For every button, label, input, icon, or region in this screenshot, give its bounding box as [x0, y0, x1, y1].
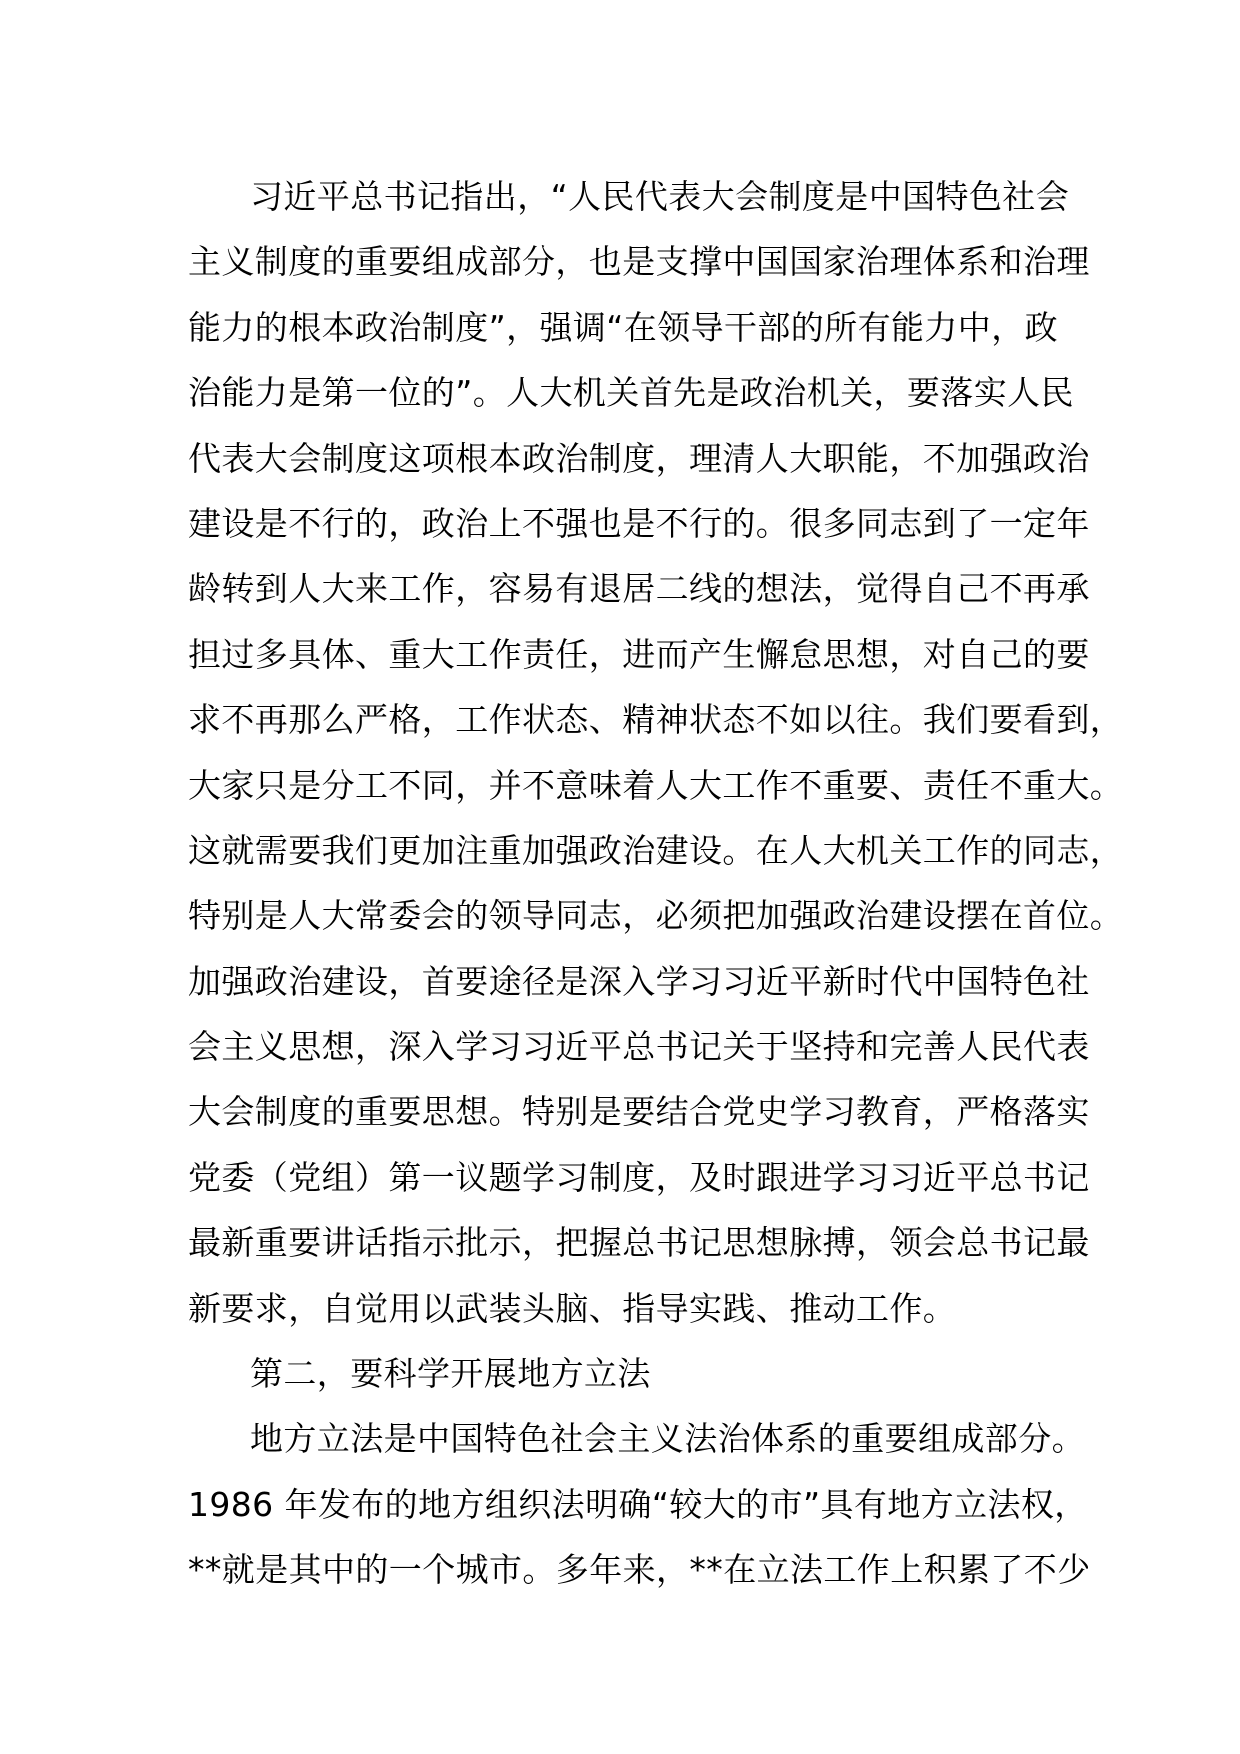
text-line: 会主义思想，深入学习习近平总书记关于坚持和完善人民代表: [188, 1027, 1090, 1067]
text-line: 大会制度的重要思想。特别是要结合党史学习教育，严格落实: [188, 1092, 1090, 1132]
text-line: 习近平总书记指出，“人民代表大会制度是中国特色社会: [250, 177, 1070, 216]
text-line: 新要求，自觉用以武装头脑、指导实践、推动工作。: [188, 1288, 957, 1328]
text-line: 建设是不行的，政治上不强也是不行的。很多同志到了一定年: [188, 503, 1090, 543]
text-line: 特别是人大常委会的领导同志，必须把加强政治建设摆在首位。: [188, 896, 1124, 936]
text-line: 求不再那么严格，工作状态、精神状态不如以往。我们要看到，: [188, 700, 1124, 740]
text-line: 治能力是第一位的”。人大机关首先是政治机关，要落实人民: [188, 373, 1074, 413]
document-body: [188, 164, 1124, 1603]
text-line: 这就需要我们更加注重加强政治建设。在人大机关工作的同志，: [188, 830, 1124, 870]
text-line: 能力的根本政治制度”，强调“在领导干部的所有能力中，政: [188, 307, 1058, 347]
heading-line: 第二，要科学开展地方立法: [250, 1354, 651, 1394]
text-line: 龄转到人大来工作，容易有退居二线的想法，觉得自己不再承: [188, 569, 1090, 609]
text-line: 1986 年发布的地方组织法明确“较大的市”具有地方立法权，: [188, 1484, 1088, 1524]
text-line: 加强政治建设，首要途径是深入学习习近平新时代中国特色社: [188, 961, 1090, 1001]
text-line: 党委（党组）第一议题学习制度，及时跟进学习习近平总书记: [188, 1157, 1090, 1197]
text-line: 大家只是分工不同，并不意味着人大工作不重要、责任不重大。: [188, 765, 1124, 805]
text-line: 主义制度的重要组成部分，也是支撑中国国家治理体系和治理: [188, 242, 1090, 282]
text-line: 代表大会制度这项根本政治制度，理清人大职能，不加强政治: [188, 438, 1090, 478]
paragraph-political-construction: [188, 164, 1124, 1341]
section-heading: [188, 1341, 1068, 1406]
text-line: 地方立法是中国特色社会主义法治体系的重要组成部分。: [250, 1419, 1085, 1459]
paragraph-local-legislation: [188, 1406, 1091, 1602]
text-line: 担过多具体、重大工作责任，进而产生懈怠思想，对自己的要: [188, 634, 1090, 674]
text-line: 最新重要讲话指示批示，把握总书记思想脉搏，领会总书记最: [188, 1223, 1090, 1263]
text-line: **就是其中的一个城市。多年来，**在立法工作上积累了不少: [188, 1550, 1091, 1590]
